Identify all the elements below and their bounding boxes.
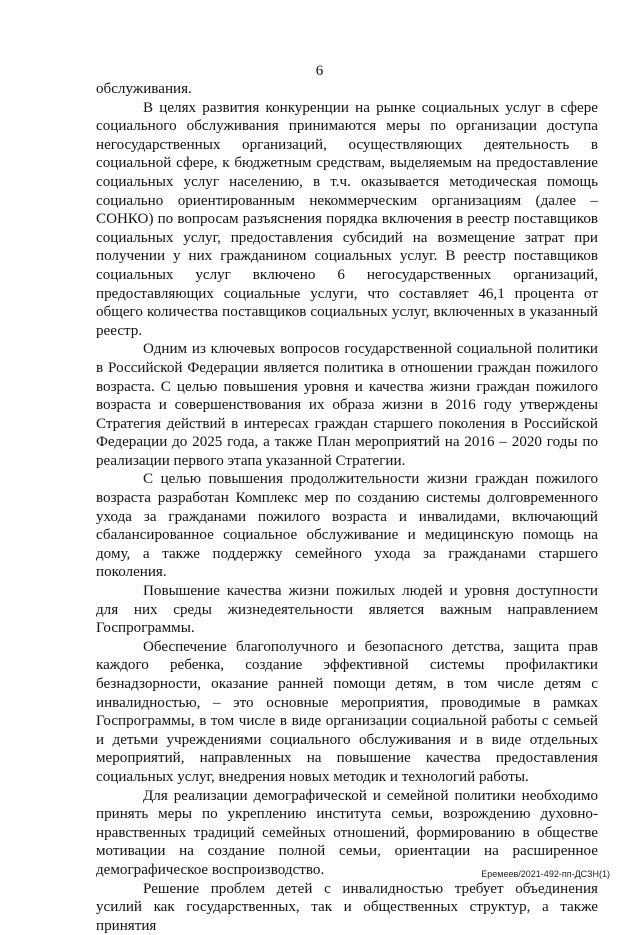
paragraph-competition-social-services: В целях развития конкуренции на рынке социальных услуг в сфере социального обслуживания принимаются меры по организации доступа негосударственных организаций, осуществляющих деятельность в социальной сфере, к бюджетным средствам, выделяемым на предоставление социальных услуг населению, в т.ч. оказывается методическая помощь социально ориентированным некоммерческим организациям (далее – СОНКО) по вопросам разъяснения порядка включения в реестр поставщиков социальных услуг, предоставления субсидий на возмещение затрат при получении у них гражданином социальных услуг. В реестр поставщиков социальных услуг включено 6 негосударственных организаций, предоставляющих социальные услуги, что составляет 46,1 процента от общего количества поставщиков социальных услуг, включенных в указанный реестр. (96, 99, 598, 339)
paragraph-family-policy: Для реализации демографической и семейной политики необходимо принять меры по укреплению института семьи, возрождению духовно-нравственных традиций семейных отношений, формированию в обществе мотивации на создание полной семьи, ориентации на расширенное демографическое воспроизводство. (96, 787, 598, 878)
paragraph-quality-of-life: Повышение качества жизни пожилых людей и уровня доступности для них среды жизнедеятельности является важным направлением Госпрограммы. (96, 583, 598, 637)
document-footer-code: Еремеев/2021-492-пп-ДСЗН(1) (481, 869, 610, 879)
paragraph-continuation: обслуживания. (96, 81, 192, 97)
document-body (96, 80, 598, 935)
paragraph-child-welfare: Обеспечение благополучного и безопасного детства, защита прав каждого ребенка, создание эффективной системы профилактики безнадзорности, оказание ранней помощи детям, в том числе детям с инвалидностью, – это основные мероприятия, проводимые в рамках Госпрограммы, в том числе в виде организации социальной работы с семьей и детьми учреждениями социального обслуживания и в виде отдельных мероприятий, направленных на повышение качества предоставления социальных услуг, внедрения новых методик и технологий работы. (96, 638, 598, 785)
paragraph-long-term-care: С целью повышения продолжительности жизни граждан пожилого возраста разработан Комплекс мер по созданию системы долговременного ухода за гражданами пожилого возраста и инвалидами, включающий сбалансированное социальное обслуживание и медицинскую помощь на дому, а также поддержку семейного ухода за гражданами старшего поколения. (96, 471, 598, 581)
page-number: 6 (315, 63, 324, 79)
paragraph-children-disabilities: Решение проблем детей с инвалидностью требует объединения усилий как государственных, так и общественных структур, а также принятия (96, 880, 598, 934)
paragraph-elderly-policy: Одним из ключевых вопросов государственной социальной политики в Российской Федерации является политика в отношении граждан пожилого возраста. С целью повышения уровня и качества жизни граждан пожилого возраста и совершенствования их образа жизни в 2016 году утверждены Стратегия действий в интересах граждан старшего поколения в Российской Федерации до 2025 года, а также План мероприятий на 2016 – 2020 годы по реализации первого этапа указанной Стратегии. (96, 341, 598, 469)
